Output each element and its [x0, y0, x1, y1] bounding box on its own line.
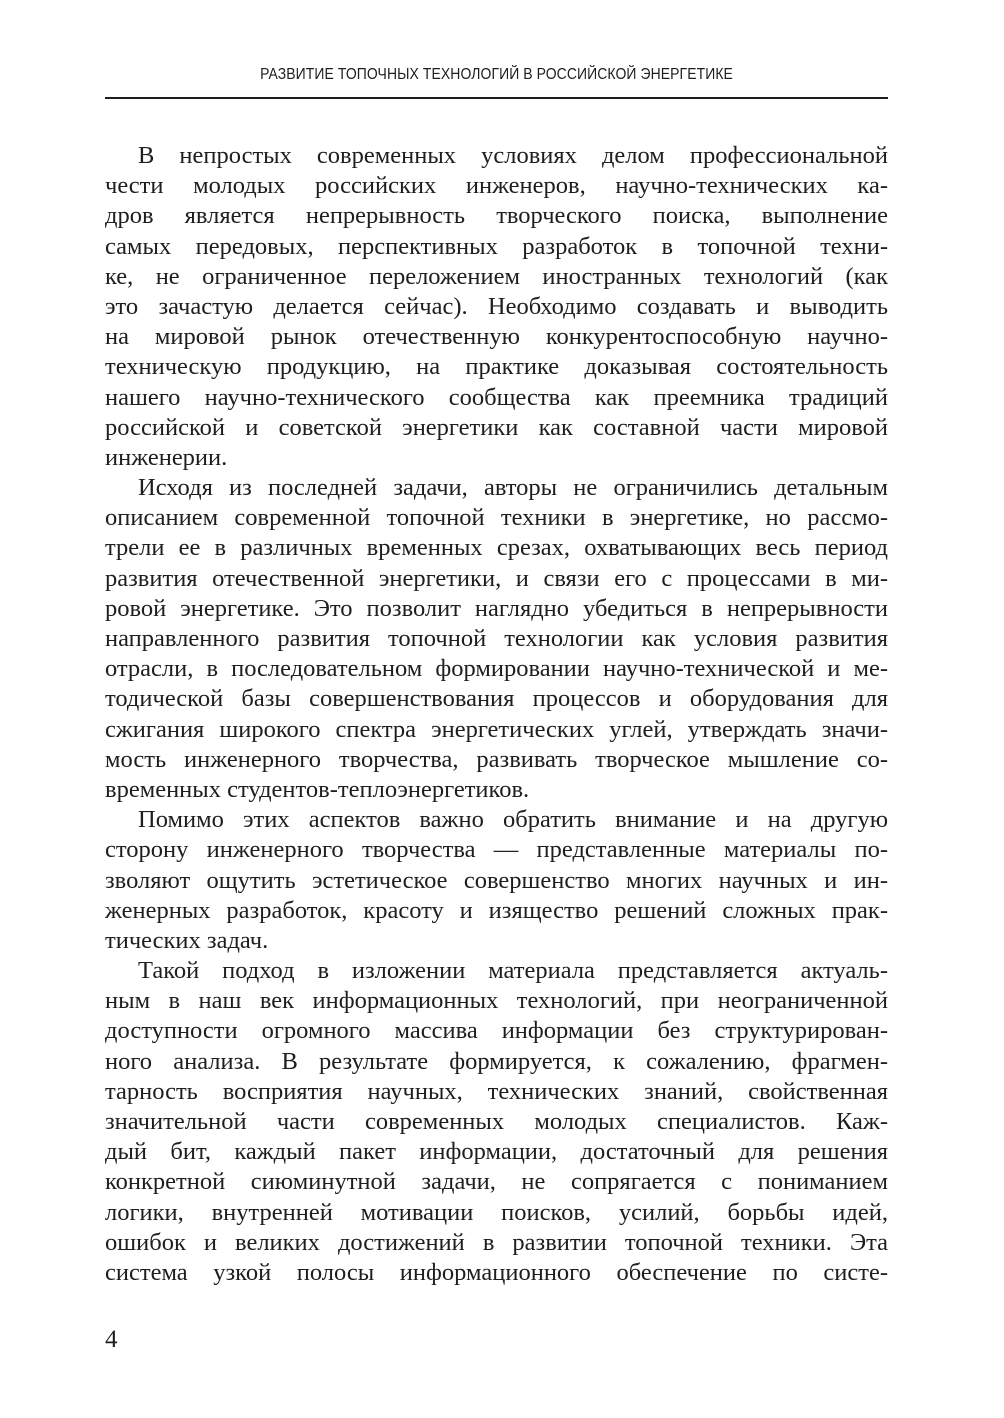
text-line: ного анализа. В результате формируется, к сожалению, фрагмен-	[105, 1047, 888, 1075]
text-line: временных студентов-теплоэнергетиков.	[105, 775, 530, 803]
text-line: Исходя из последней задачи, авторы не ограничились детальным	[138, 474, 888, 502]
text-line: мость инженерного творчества, развивать творческое мышление со-	[105, 745, 888, 773]
text-line: на мировой рынок отечественную конкурентоспособную научно-	[105, 323, 888, 351]
running-header: РАЗВИТИЕ ТОПОЧНЫХ ТЕХНОЛОГИЙ В РОССИЙСКОЙ ЭНЕРГЕТИКЕ	[260, 66, 733, 83]
text-line: самых передовых, перспективных разработок в топочной техни-	[105, 232, 888, 260]
text-line: конкретной сиюминутной задачи, не сопрягается с пониманием	[105, 1168, 888, 1196]
text-line: развития отечественной энергетики, и связи его с процессами в ми-	[105, 564, 888, 592]
paragraph	[105, 956, 888, 1288]
paragraph	[105, 473, 888, 805]
text-line: ровой энергетике. Это позволит наглядно убедиться в непрерывности	[105, 594, 888, 622]
text-line: дый бит, каждый пакет информации, достаточный для решения	[105, 1138, 888, 1166]
text-line: Помимо этих аспектов важно обратить внимание и на другую	[138, 806, 888, 834]
text-line: зволяют ощутить эстетическое совершенство многих научных и ин-	[105, 866, 888, 894]
text-line: трели ее в различных временных срезах, охватывающих весь период	[105, 534, 888, 562]
text-line: техническую продукцию, на практике доказывая состоятельность	[105, 353, 888, 381]
text-line: нашего научно-технического сообщества как преемника традиций	[105, 383, 888, 411]
text-line: Такой подход в изложении материала представляется актуаль-	[138, 957, 888, 985]
text-line: система узкой полосы информационного обеспечение по систе-	[105, 1258, 888, 1286]
header-rule	[105, 97, 888, 99]
text-line: ным в наш век информационных технологий, при неограниченной	[105, 987, 888, 1015]
text-line: тических задач.	[105, 926, 269, 954]
text-line: инженерии.	[105, 443, 228, 471]
text-line: В непростых современных условиях делом профессиональной	[138, 142, 888, 169]
text-line: сжигания широкого спектра энергетических углей, утверждать значи-	[105, 715, 888, 743]
text-line: направленного развития топочной технологии как условия развития	[105, 625, 888, 652]
text-line: значительной части современных молодых специалистов. Каж-	[105, 1108, 888, 1135]
text-line: отрасли, в последовательном формировании научно-технической и ме-	[105, 655, 888, 683]
text-line: ке, не ограниченное переложением иностранных технологий (как	[105, 262, 888, 290]
text-line: женерных разработок, красоту и изящество решений сложных прак-	[105, 896, 888, 924]
text-line: описанием современной топочной техники в энергетике, но рассмо-	[105, 504, 888, 532]
text-line: тарность восприятия научных, технических знаний, свойственная	[105, 1077, 888, 1105]
text-line: дров является непрерывность творческого поиска, выполнение	[105, 202, 888, 230]
text-line: чести молодых российских инженеров, научно-технических ка-	[105, 172, 888, 200]
body-text	[105, 141, 888, 1288]
text-line: тодической базы совершенствования процессов и оборудования для	[105, 685, 888, 713]
paragraph	[105, 805, 888, 956]
text-line: логики, внутренней мотивации поисков, усилий, борьбы идей,	[105, 1198, 888, 1226]
paragraph	[105, 141, 888, 473]
text-line: российской и советской энергетики как составной части мировой	[105, 413, 888, 441]
text-line: сторону инженерного творчества — представленные материалы по-	[105, 836, 888, 864]
text-line: ошибок и великих достижений в развитии топочной техники. Эта	[105, 1228, 888, 1256]
text-line: это зачастую делается сейчас). Необходимо создавать и выводить	[105, 292, 888, 320]
page-number: 4	[105, 1326, 118, 1353]
text-line: доступности огромного массива информации без структурирован-	[105, 1017, 888, 1045]
